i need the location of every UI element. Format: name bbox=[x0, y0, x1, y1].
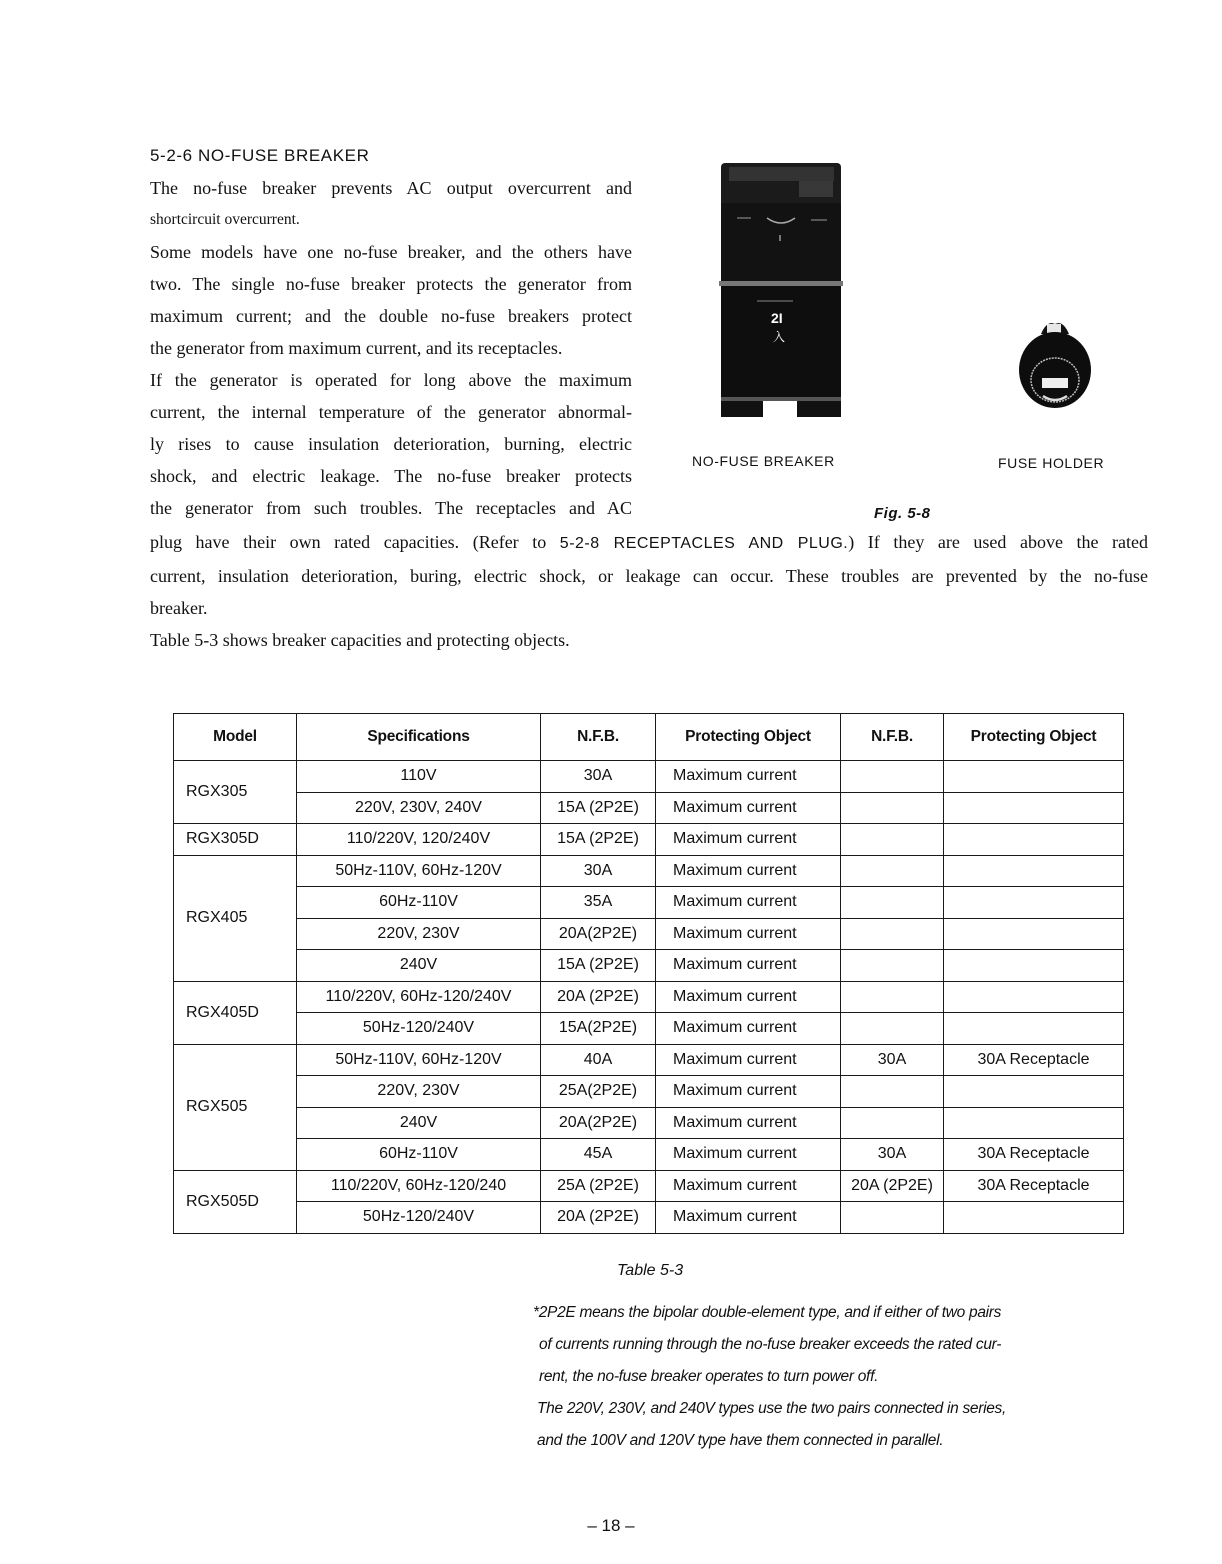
nfb-2-cell bbox=[841, 887, 944, 919]
nfb-2-cell bbox=[841, 1076, 944, 1108]
column-header-protecting-object: Protecting Object bbox=[656, 714, 841, 761]
protecting-object-2-cell bbox=[944, 981, 1124, 1013]
table-caption: Table 5-3 bbox=[617, 1262, 684, 1279]
spec-cell: 50Hz-120/240V bbox=[297, 1013, 541, 1045]
protecting-object-2-cell: 30A Receptacle bbox=[944, 1139, 1124, 1171]
nfb-cell: 15A (2P2E) bbox=[541, 824, 656, 856]
nfb-2-cell bbox=[841, 1107, 944, 1139]
text-run: ) If they are used above the rated bbox=[848, 532, 1149, 552]
spec-cell: 50Hz-120/240V bbox=[297, 1202, 541, 1234]
page-number: – 18 – bbox=[587, 1516, 635, 1535]
table-row bbox=[174, 1013, 1124, 1045]
protecting-object-2-cell bbox=[944, 918, 1124, 950]
spec-cell: 240V bbox=[297, 950, 541, 982]
nfb-2-cell bbox=[841, 855, 944, 887]
paragraph-line: two. The single no-fuse breaker protects the generator from bbox=[150, 274, 632, 294]
nfb-cell: 20A (2P2E) bbox=[541, 981, 656, 1013]
protecting-object-2-cell bbox=[944, 792, 1124, 824]
spec-cell: 110/220V, 60Hz-120/240V bbox=[297, 981, 541, 1013]
breaker-rating-mark: 2I bbox=[771, 310, 783, 326]
table-row bbox=[174, 887, 1124, 919]
protecting-object-cell: Maximum current bbox=[656, 792, 841, 824]
fuse-holder-label: FUSE HOLDER bbox=[998, 455, 1105, 471]
spec-cell: 60Hz-110V bbox=[297, 1139, 541, 1171]
protecting-object-2-cell bbox=[944, 1107, 1124, 1139]
paragraph-line: breaker. bbox=[150, 598, 208, 618]
nfb-2-cell bbox=[841, 824, 944, 856]
nfb-cell: 15A (2P2E) bbox=[541, 792, 656, 824]
figure-caption: Fig. 5-8 bbox=[874, 505, 931, 522]
paragraph-line: shock, and electric leakage. The no-fuse breaker protects bbox=[150, 466, 632, 486]
table-row bbox=[174, 761, 1124, 793]
protecting-object-cell: Maximum current bbox=[656, 950, 841, 982]
table-row bbox=[174, 1044, 1124, 1076]
column-header-nfb: N.F.B. bbox=[541, 714, 656, 761]
protecting-object-2-cell: 30A Receptacle bbox=[944, 1170, 1124, 1202]
nfb-2-cell bbox=[841, 981, 944, 1013]
text-run: plug have their own rated capacities. (Refer to bbox=[150, 532, 560, 552]
footnote-line: rent, the no-fuse breaker operates to turn power off. bbox=[539, 1368, 879, 1385]
protecting-object-2-cell bbox=[944, 1013, 1124, 1045]
table-header-row bbox=[174, 714, 1124, 761]
nfb-cell: 30A bbox=[541, 761, 656, 793]
paragraph-line bbox=[150, 526, 1148, 560]
nfb-2-cell: 30A bbox=[841, 1044, 944, 1076]
footnote-line: The 220V, 230V, and 240V types use the two pairs connected in series, bbox=[537, 1400, 1007, 1417]
table-footnote bbox=[533, 1297, 1123, 1457]
protecting-object-cell: Maximum current bbox=[656, 1170, 841, 1202]
table-row bbox=[174, 855, 1124, 887]
nfb-2-cell: 30A bbox=[841, 1139, 944, 1171]
protecting-object-2-cell: 30A Receptacle bbox=[944, 1044, 1124, 1076]
table-row bbox=[174, 1107, 1124, 1139]
spec-cell: 50Hz-110V, 60Hz-120V bbox=[297, 1044, 541, 1076]
nfb-2-cell bbox=[841, 918, 944, 950]
table-row bbox=[174, 950, 1124, 982]
protecting-object-cell: Maximum current bbox=[656, 1107, 841, 1139]
paragraph-line: Some models have one no-fuse breaker, and the others have bbox=[150, 242, 632, 262]
nfb-cell: 25A(2P2E) bbox=[541, 1076, 656, 1108]
nfb-cell: 15A (2P2E) bbox=[541, 950, 656, 982]
column-header-protecting-object-2: Protecting Object bbox=[944, 714, 1124, 761]
nfb-cell: 20A(2P2E) bbox=[541, 918, 656, 950]
paragraph-line: current, the internal temperature of the generator abnormal- bbox=[150, 402, 632, 422]
protecting-object-2-cell bbox=[944, 824, 1124, 856]
protecting-object-cell: Maximum current bbox=[656, 761, 841, 793]
paragraph-line: ly rises to cause insulation deterioration, burning, electric bbox=[150, 434, 632, 454]
nfb-cell: 20A (2P2E) bbox=[541, 1202, 656, 1234]
protecting-object-2-cell bbox=[944, 855, 1124, 887]
fuse-holder-image bbox=[1015, 320, 1095, 412]
table-row bbox=[174, 981, 1124, 1013]
spec-cell: 220V, 230V bbox=[297, 1076, 541, 1108]
protecting-object-2-cell bbox=[944, 887, 1124, 919]
paragraph-line: shortcircuit overcurrent. bbox=[150, 211, 300, 228]
model-cell: RGX405D bbox=[174, 981, 297, 1044]
protecting-object-cell: Maximum current bbox=[656, 1202, 841, 1234]
nfb-2-cell: 20A (2P2E) bbox=[841, 1170, 944, 1202]
protecting-object-cell: Maximum current bbox=[656, 1013, 841, 1045]
breaker-glyph: 入 bbox=[773, 330, 786, 344]
protecting-object-cell: Maximum current bbox=[656, 824, 841, 856]
column-header-specifications: Specifications bbox=[297, 714, 541, 761]
protecting-object-2-cell bbox=[944, 1202, 1124, 1234]
protecting-object-cell: Maximum current bbox=[656, 1076, 841, 1108]
nfb-2-cell bbox=[841, 1013, 944, 1045]
nfb-cell: 20A(2P2E) bbox=[541, 1107, 656, 1139]
intro-paragraph bbox=[150, 172, 632, 524]
nfb-cell: 15A(2P2E) bbox=[541, 1013, 656, 1045]
nfb-cell: 45A bbox=[541, 1139, 656, 1171]
no-fuse-breaker-label: NO-FUSE BREAKER bbox=[692, 453, 835, 469]
nfb-cell: 40A bbox=[541, 1044, 656, 1076]
model-cell: RGX505 bbox=[174, 1044, 297, 1170]
paragraph-line: the generator from such troubles. The receptacles and AC bbox=[150, 498, 632, 518]
spec-cell: 50Hz-110V, 60Hz-120V bbox=[297, 855, 541, 887]
table-body bbox=[174, 761, 1124, 1234]
table-row bbox=[174, 1076, 1124, 1108]
model-cell: RGX305D bbox=[174, 824, 297, 856]
continuation-paragraph bbox=[150, 526, 1148, 656]
no-fuse-breaker-image bbox=[719, 163, 843, 417]
protecting-object-cell: Maximum current bbox=[656, 1139, 841, 1171]
protecting-object-2-cell bbox=[944, 761, 1124, 793]
table-row bbox=[174, 918, 1124, 950]
table-row bbox=[174, 824, 1124, 856]
protecting-object-cell: Maximum current bbox=[656, 981, 841, 1013]
section-reference-link: 5-2-8 RECEPTACLES AND PLUG. bbox=[559, 535, 849, 552]
model-cell: RGX305 bbox=[174, 761, 297, 824]
model-cell: RGX405 bbox=[174, 855, 297, 981]
table-row bbox=[174, 792, 1124, 824]
paragraph-line: If the generator is operated for long above the maximum bbox=[150, 370, 632, 390]
spec-cell: 240V bbox=[297, 1107, 541, 1139]
model-cell: RGX505D bbox=[174, 1170, 297, 1233]
protecting-object-2-cell bbox=[944, 1076, 1124, 1108]
protecting-object-cell: Maximum current bbox=[656, 1044, 841, 1076]
spec-cell: 110/220V, 120/240V bbox=[297, 824, 541, 856]
paragraph-line: Table 5-3 shows breaker capacities and protecting objects. bbox=[150, 630, 570, 650]
protecting-object-2-cell bbox=[944, 950, 1124, 982]
breaker-capacity-table bbox=[173, 713, 1124, 1234]
column-header-model: Model bbox=[174, 714, 297, 761]
column-header-nfb-2: N.F.B. bbox=[841, 714, 944, 761]
footnote-line: of currents running through the no-fuse breaker exceeds the rated cur- bbox=[539, 1336, 1002, 1353]
protecting-object-cell: Maximum current bbox=[656, 887, 841, 919]
nfb-cell: 30A bbox=[541, 855, 656, 887]
paragraph-line: The no-fuse breaker prevents AC output overcurrent and bbox=[150, 178, 632, 198]
paragraph-line: maximum current; and the double no-fuse breakers protect bbox=[150, 306, 632, 326]
table-row bbox=[174, 1202, 1124, 1234]
spec-cell: 60Hz-110V bbox=[297, 887, 541, 919]
spec-cell: 110V bbox=[297, 761, 541, 793]
protecting-object-cell: Maximum current bbox=[656, 918, 841, 950]
nfb-2-cell bbox=[841, 950, 944, 982]
spec-cell: 220V, 230V bbox=[297, 918, 541, 950]
nfb-cell: 35A bbox=[541, 887, 656, 919]
protecting-object-cell: Maximum current bbox=[656, 855, 841, 887]
footnote-line: *2P2E means the bipolar double-element type, and if either of two pairs bbox=[533, 1304, 1002, 1321]
spec-cell: 220V, 230V, 240V bbox=[297, 792, 541, 824]
table-row bbox=[174, 1170, 1124, 1202]
paragraph-line: current, insulation deterioration, buring, electric shock, or leakage can occur. These troubles are prevented by the no-fuse bbox=[150, 566, 1148, 586]
nfb-cell: 25A (2P2E) bbox=[541, 1170, 656, 1202]
paragraph-line: the generator from maximum current, and its receptacles. bbox=[150, 338, 563, 358]
nfb-2-cell bbox=[841, 1202, 944, 1234]
nfb-2-cell bbox=[841, 761, 944, 793]
nfb-2-cell bbox=[841, 792, 944, 824]
footnote-line: and the 100V and 120V type have them connected in parallel. bbox=[537, 1432, 944, 1449]
section-heading: 5-2-6 NO-FUSE BREAKER bbox=[150, 146, 370, 165]
spec-cell: 110/220V, 60Hz-120/240 bbox=[297, 1170, 541, 1202]
table-row bbox=[174, 1139, 1124, 1171]
